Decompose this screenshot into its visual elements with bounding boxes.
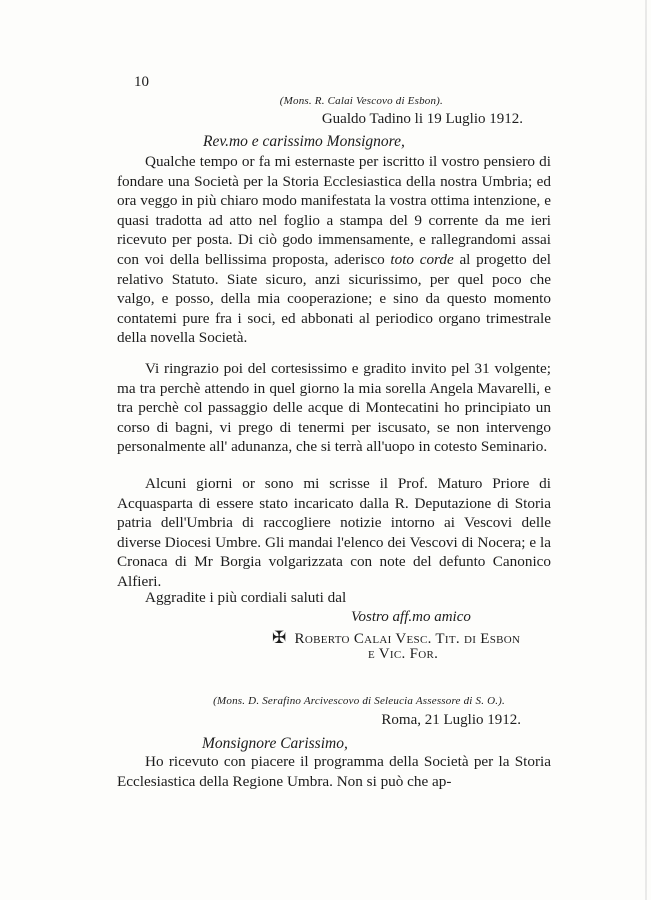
letter1-salutation: Rev.mo e carissimo Monsignore, (203, 133, 405, 150)
letter1-closing: Vostro aff.mo amico (351, 609, 471, 625)
letter1-signature-line2: e Vic. For. (368, 646, 439, 662)
letter1-header: (Mons. R. Calai Vescovo di Esbon). (279, 95, 443, 107)
letter1-dateline: Gualdo Tadino li 19 Luglio 1912. (321, 111, 523, 127)
letter2-header: (Mons. D. Serafino Arcivescovo di Seleucia Assessore di S. O.). (213, 695, 505, 707)
page-edge (645, 0, 647, 900)
para1-italic-phrase: toto corde (390, 250, 454, 268)
letter2-salutation: Monsignore Carissimo, (202, 735, 348, 752)
signature-name: Roberto Calai Vesc. Tit. di Esbon (294, 631, 521, 647)
letter1-paragraph-2: Vi ringrazio poi del cortesissimo e gradito invito pel 31 volgente; ma tra perchè attendo in quel giorno la mia sorella Angela Mavarelli, e tra perchè col passaggio delle acque di Montecatini ho principiato un corso di bagni, vi prego di tenermi per iscusato, se non intervengo personalmente all' adunanza, che si terrà all'uopo in cotesto Seminario. (117, 360, 551, 456)
letter1-paragraph-3: Alcuni giorni or sono mi scrisse il Prof. Maturo Priore di Acquasparta di essere stato incaricato dalla R. Deputazione di Storia patria dell'Umbria di raccogliere notizie intorno ai Vescovi delle diverse Diocesi Umbre. Gli mandai l'elenco dei Vescovi di Nocera; e la Cronaca di Mr Borgia volgarizzata con note del defunto Canonico Alfieri. (117, 475, 551, 590)
para1-text-b: al progetto del relativo Statuto. Siate sicuro, anzi sicurissimo, per quel poco che valgo, e posso, della mia cooperazione; e sino da questo momento contatemi pure fra i soci, ed abbonati al periodico organo trimestrale della novella Società. (117, 250, 551, 347)
letter2-dateline: Roma, 21 Luglio 1912. (381, 712, 521, 728)
letter2-paragraph-1: Ho ricevuto con piacere il programma della Società per la Storia Ecclesiastica della Regione Umbra. Non si può che ap- (117, 753, 551, 790)
letter1-signature (272, 628, 520, 648)
page-number: 10 (134, 74, 149, 90)
para1-text-a: Qualche tempo or fa mi esternaste per iscritto il vostro pensiero di fondare una Società per la Storia Ecclesiastica della nostra Umbria; ed ora veggo in più chiaro modo manifestata la vostra ottima intenzione, e quasi tradotta ad atto nel foglio a stampa del 9 corrente da me ieri ricevuto per posta. Di ciò godo immensamente, e rallegrandomi assai con voi della bellissima proposta, aderisco (117, 153, 551, 268)
letter1-paragraph-1 (117, 152, 551, 348)
letter1-paragraph-4: Aggradite i più cordiali saluti dal (145, 589, 347, 606)
cross-icon: ✠ (272, 628, 287, 647)
